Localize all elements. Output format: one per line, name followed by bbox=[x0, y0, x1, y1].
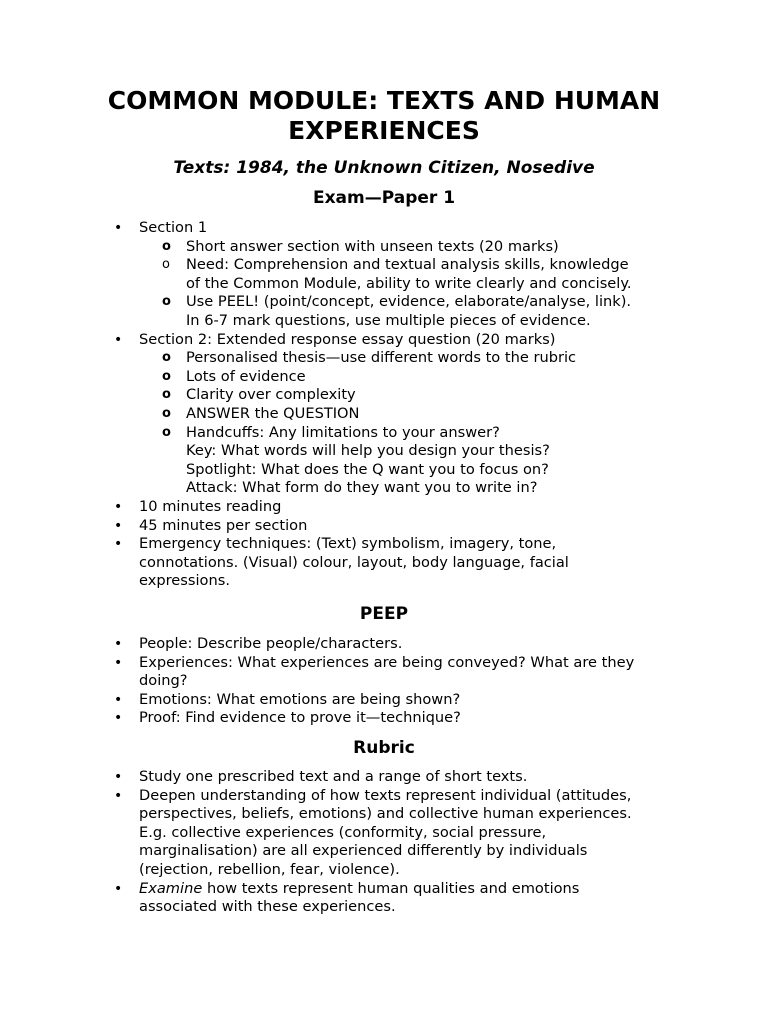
emergency-text: connotations. (Visual) colour, layout, body language, facial bbox=[139, 553, 569, 571]
rubric-item-text: associated with these experiences. bbox=[139, 898, 396, 916]
sub-item-text: o Lots of evidence bbox=[186, 367, 306, 385]
reading-time: • 10 minutes reading bbox=[139, 497, 282, 515]
list-item bbox=[186, 386, 679, 405]
list-item bbox=[139, 709, 679, 728]
peep-heading: PEEP bbox=[359, 604, 409, 624]
list-item bbox=[139, 768, 679, 787]
emergency-text: • Emergency techniques: (Text) symbolism, imagery, tone, bbox=[139, 535, 557, 553]
list-item bbox=[186, 405, 679, 424]
section1-label: • Section 1 bbox=[139, 219, 208, 236]
sub-item-text: o ANSWER the QUESTION bbox=[186, 404, 360, 422]
peep-item-text: • Emotions: What emotions are being shown? bbox=[139, 690, 461, 708]
peep-item-text: doing? bbox=[139, 672, 188, 690]
list-item bbox=[186, 424, 679, 498]
peep-list bbox=[139, 635, 679, 728]
sub-item-text: o Need: Comprehension and textual analysis skills, knowledge bbox=[186, 256, 629, 274]
rubric-item-text bbox=[139, 880, 679, 899]
sub-item-text: o Use PEEL! (point/concept, evidence, elaborate/analyse, link). bbox=[186, 293, 632, 311]
rubric-item-text: perspectives, beliefs, emotions) and collective human experiences. bbox=[139, 805, 632, 823]
list-item bbox=[139, 219, 679, 331]
list-item bbox=[186, 368, 679, 387]
list-item bbox=[186, 349, 679, 368]
sub-item-text: of the Common Module, ability to write clearly and concisely. bbox=[186, 274, 632, 292]
exam-list bbox=[139, 219, 679, 591]
sub-item-text: o Personalised thesis—use different words to the rubric bbox=[186, 349, 577, 367]
list-item bbox=[139, 880, 679, 917]
rubric-item-text: E.g. collective experiences (conformity, social pressure, bbox=[139, 823, 547, 841]
section2-sublist bbox=[139, 349, 679, 498]
texts-subtitle: Texts: 1984, the Unknown Citizen, Nosedive bbox=[173, 158, 595, 178]
list-item bbox=[139, 654, 679, 691]
rubric-heading: Rubric bbox=[353, 738, 415, 758]
rubric-item-text: • Deepen understanding of how texts represent individual (attitudes, bbox=[139, 786, 632, 804]
peep-item-text: • Proof: Find evidence to prove it—technique? bbox=[139, 709, 461, 727]
list-item bbox=[139, 331, 679, 498]
list-item bbox=[186, 293, 679, 330]
rubric-list bbox=[139, 768, 679, 917]
examine-rest-text: how texts represent human qualities and emotions bbox=[202, 879, 580, 897]
list-item bbox=[139, 787, 679, 880]
peep-item-text: • People: Describe people/characters. bbox=[139, 635, 403, 652]
sub-item-text: o Clarity over complexity bbox=[186, 386, 356, 404]
title-line-1: COMMON MODULE: TEXTS AND HUMAN bbox=[107, 86, 661, 115]
rubric-item-text: (rejection, rebellion, fear, violence). bbox=[139, 860, 400, 878]
list-item bbox=[139, 635, 679, 654]
section1-sublist bbox=[139, 238, 679, 331]
sub-item-text: o Short answer section with unseen texts (20 marks) bbox=[186, 237, 559, 255]
section2-label: • Section 2: Extended response essay question (20 marks) bbox=[139, 330, 556, 348]
peep-item-text: • Experiences: What experiences are being conveyed? What are they bbox=[139, 653, 635, 671]
list-item bbox=[139, 517, 679, 536]
list-item bbox=[139, 535, 679, 591]
sub-item-text: In 6-7 mark questions, use multiple pieces of evidence. bbox=[186, 311, 591, 329]
examine-emphasis: Examine bbox=[139, 879, 203, 897]
sub-item-text: Spotlight: What does the Q want you to focus on? bbox=[186, 460, 549, 478]
list-item bbox=[186, 238, 679, 257]
rubric-item-text: • Study one prescribed text and a range of short texts. bbox=[139, 768, 528, 785]
sub-item-text: Attack: What form do they want you to write in? bbox=[186, 479, 538, 497]
list-item bbox=[139, 498, 679, 517]
rubric-item-text: marginalisation) are all experienced differently by individuals bbox=[139, 842, 588, 860]
page-title bbox=[60, 86, 708, 146]
sub-item-text: Key: What words will help you design your thesis? bbox=[186, 442, 550, 460]
sub-item-text: o Handcuffs: Any limitations to your answer? bbox=[186, 423, 500, 441]
section-time: • 45 minutes per section bbox=[139, 516, 308, 534]
emergency-text: expressions. bbox=[139, 572, 230, 590]
list-item bbox=[186, 256, 679, 293]
exam-heading: Exam—Paper 1 bbox=[312, 188, 456, 208]
list-item bbox=[139, 691, 679, 710]
title-line-2: EXPERIENCES bbox=[288, 116, 480, 145]
